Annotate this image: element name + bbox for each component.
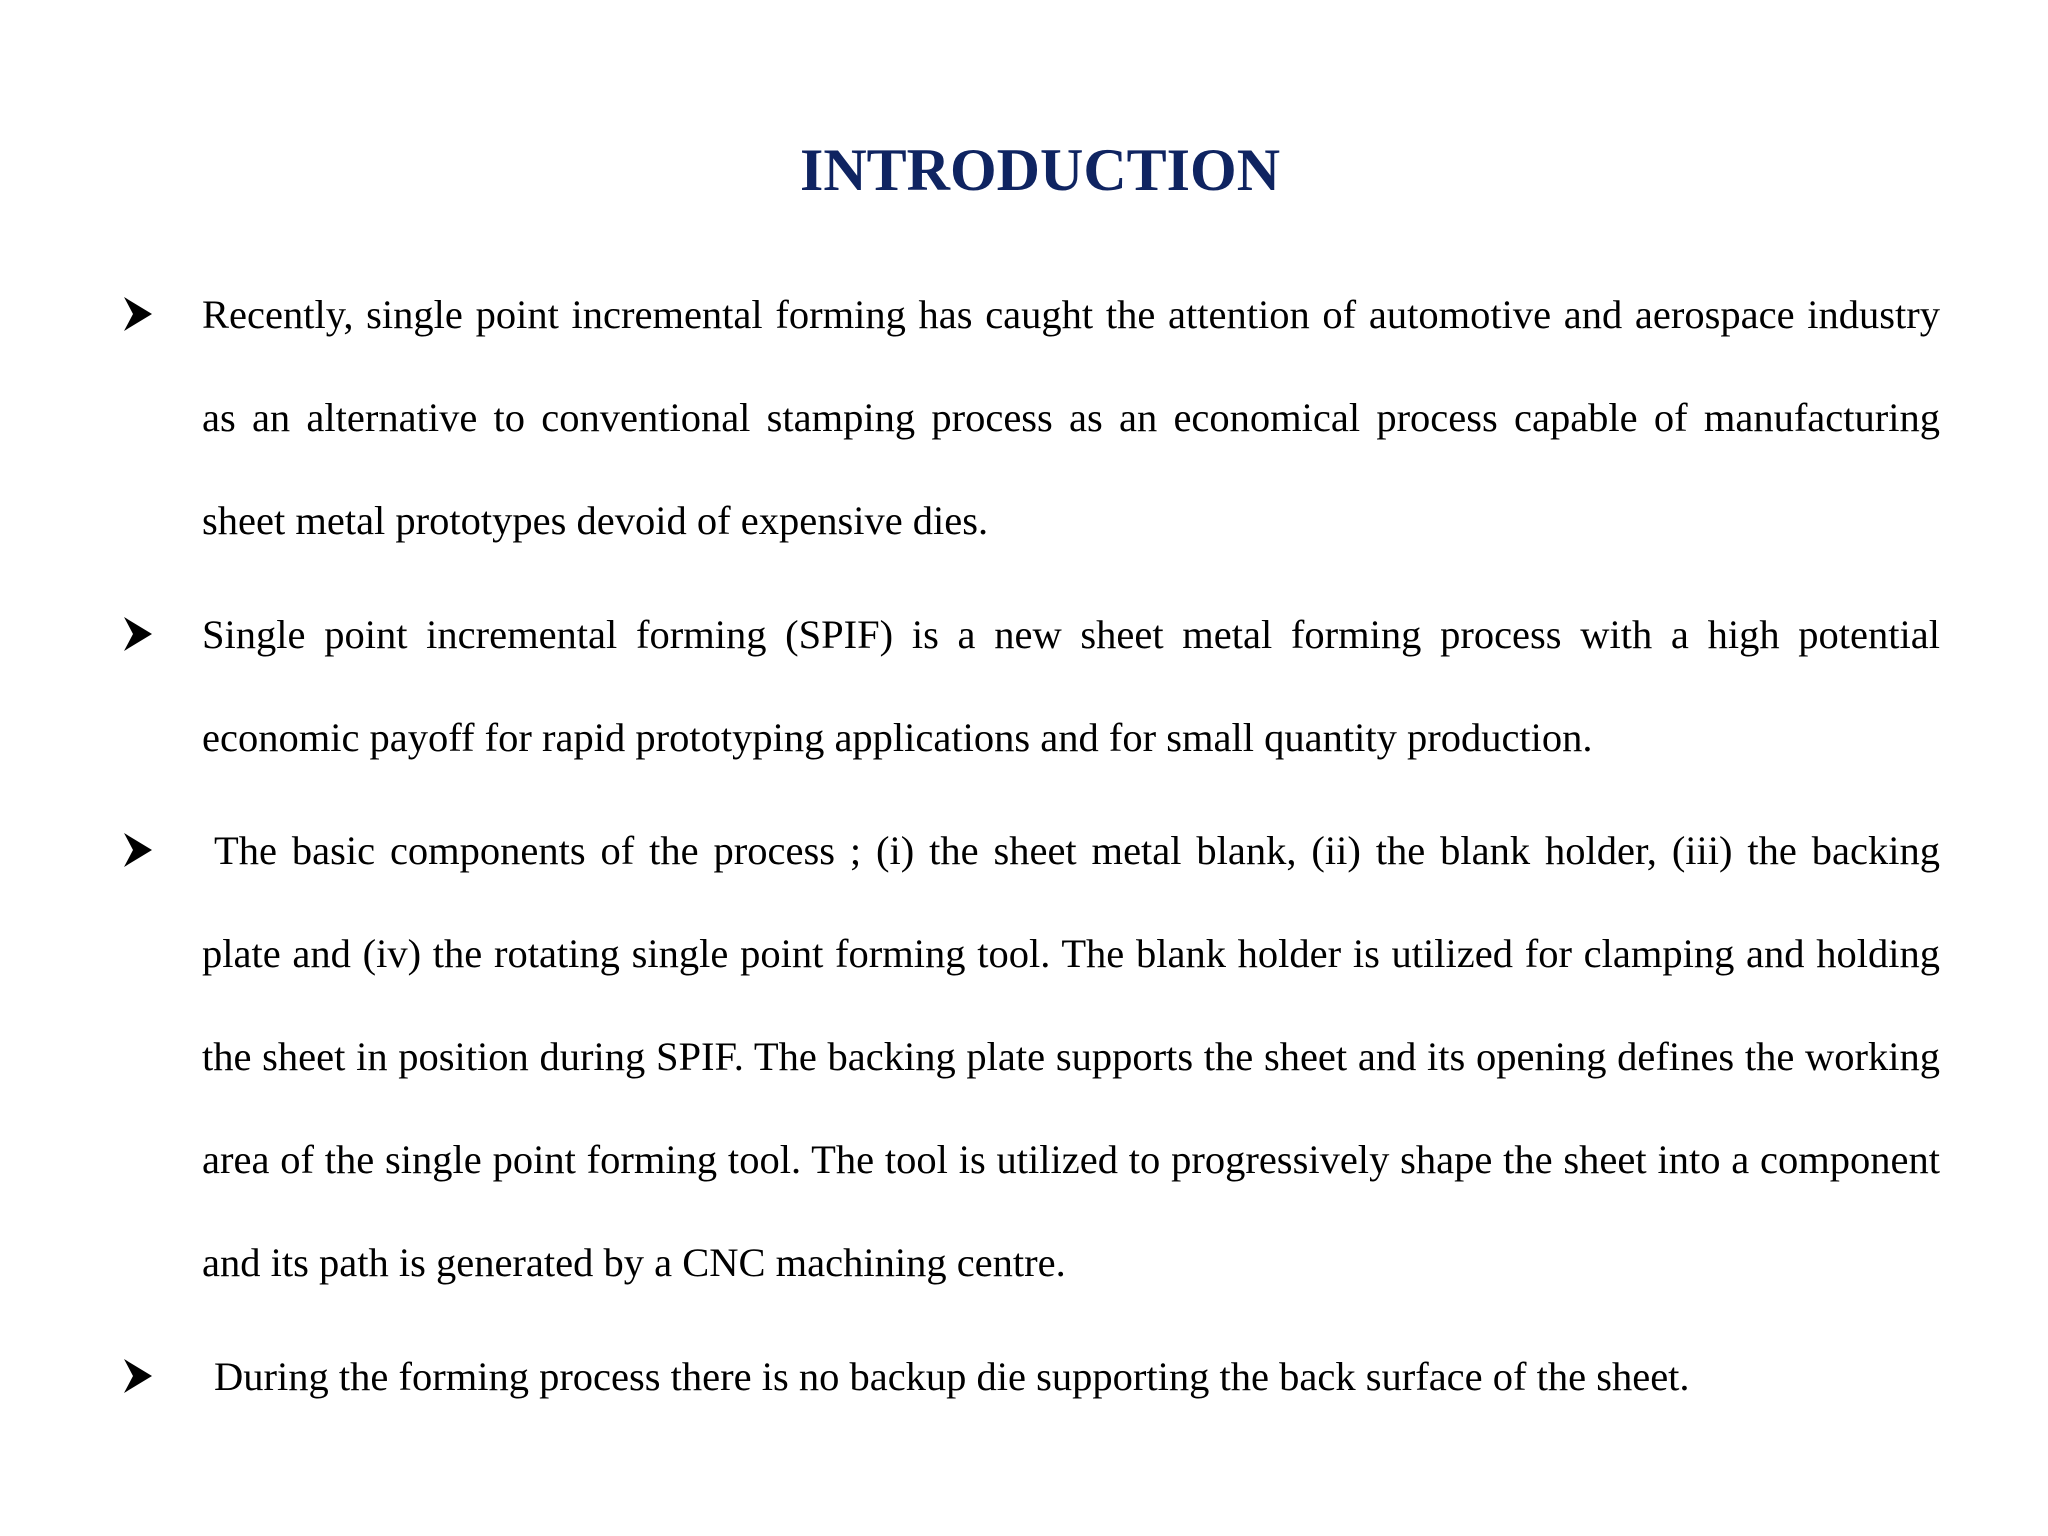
arrowhead-bullet-icon-graphic [124,297,152,331]
arrowhead-bullet-icon-graphic [124,1359,152,1393]
bullet-text: Single point incremental forming (SPIF) is a new sheet metal forming process with a high potential economic payoff for rapid prototyping applications and for small quantity production. [202,612,1940,760]
bullet-text: The basic components of the process ; (i) the sheet metal blank, (ii) the blank holder, (iii) the backing plate and (iv) the rotating single point forming tool. The blank holder is utilized for clamping and holding the sheet in position during SPIF. The backing plate supports the sheet and its opening defines the working area of the single point forming tool. The tool is utilized to progressively shape the sheet into a component and its path is generated by a CNC machining centre. [202,828,1940,1285]
arrowhead-bullet-icon-graphic [124,833,152,867]
bullet-text: During the forming process there is no backup die supporting the back surface of the sheet. [214,1354,1690,1399]
slide-title: INTRODUCTION [799,137,1281,203]
arrowhead-bullet-icon [124,799,164,902]
arrowhead-bullet-icon [124,583,164,686]
arrowhead-bullet-icon [124,1325,164,1428]
arrowhead-bullet-icon [124,263,164,366]
arrowhead-bullet-icon-graphic [124,617,152,651]
bullet-text: Recently, single point incremental forming has caught the attention of automotive and aerospace industry as an alternative to conventional stamping process as an economical process capable of manufacturing sheet metal prototypes devoid of expensive dies. [202,292,1940,543]
